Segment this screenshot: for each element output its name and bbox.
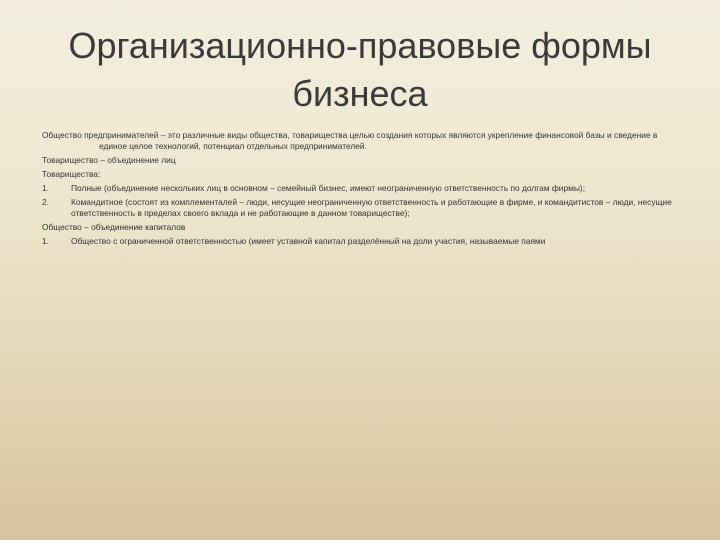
slide-title: Организационно-правовые формы бизнеса [68,25,652,114]
society-definition: Общество – объединение капиталов [42,222,186,232]
partnerships-heading: Товарищества: [42,169,101,179]
list-item [42,183,682,194]
partnerships-list [42,183,682,219]
list-item [42,197,682,219]
intro-paragraph: Общество предпринимателей – это различные виды общества, товарищества целью создания которых являются укрепление финансовой базы и сведение в единое целое технологий, потенциал отдельных предпринимателей. [42,130,658,151]
partnership-definition: Товарищество – объединение лиц [42,155,176,165]
slide-content [42,130,682,250]
societies-list [42,236,682,247]
list-item-number: 2. [42,197,49,207]
list-item-number: 1. [42,236,49,246]
list-item-text: Командитное (состоят из комплементалей – люди, несущие неограниченную ответственность и работающие в фирме, и командитистов – люди, несущие ответственность в пределах своего вклада и не работающие в данном товариществе); [71,197,672,218]
list-item-number: 1. [42,183,49,193]
list-item [42,236,682,247]
list-item-text: Общество с ограниченной ответственностью (имеет уставной капитал разделённый на доли участия, называемые паями [71,236,546,246]
list-item-text: Полные (объединение нескольких лиц в основном – семейный бизнес, имеют неограниченную ответственность по долгам фирмы); [71,183,586,193]
